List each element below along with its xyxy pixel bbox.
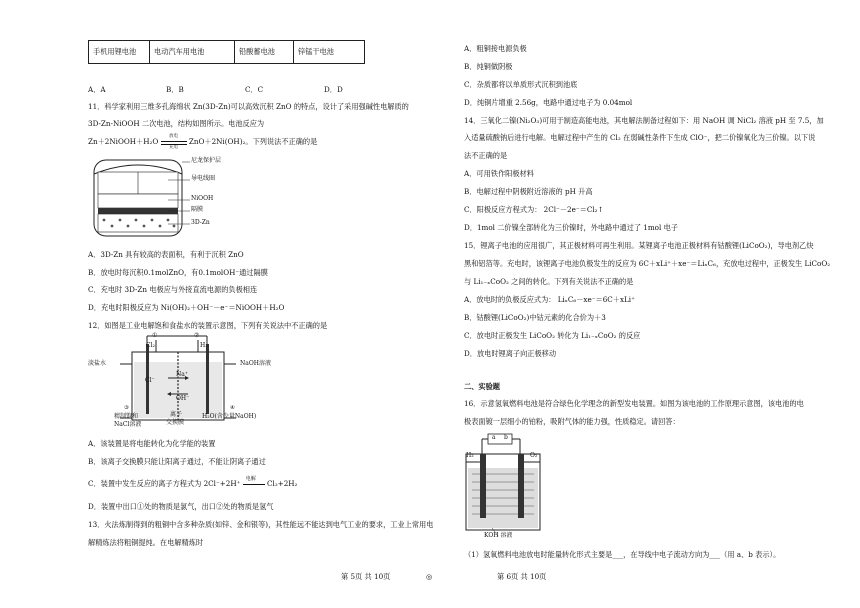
equation-tail: 。下列说法不正确的是	[245, 137, 318, 146]
choice-d: D．D	[324, 85, 343, 94]
q15-option-d: D．放电时锂离子向正极移动	[464, 349, 557, 358]
q13-option-d: D．纯铜片增重 2.56g，电路中通过电子为 0.04mol	[464, 98, 633, 107]
fuel-cell-diagram	[462, 432, 552, 540]
label-o2-gas: O₂	[530, 452, 538, 459]
label-outlet-1: ①	[152, 332, 158, 339]
arrow-top-label: 放电	[169, 133, 179, 139]
q13-stem-1: 13．火法炼制得到的粗铜中含多种杂质(如锌、金和银等)，其性能远不能达到电气工业的要求，工业上常用电	[88, 520, 434, 529]
page-number-left: 第 5页 共 10页	[341, 572, 391, 581]
label-nacl-solution: NaCl溶液	[114, 421, 142, 428]
label-koh: KOH 溶液	[484, 532, 513, 539]
label-water-inlet: H₂O(含少量NaOH)	[202, 413, 257, 420]
q14-line-1: 14．三氧化二镍(Ni₂O₃)可用于制造高能电池，其电解法制备过程如下：用 NaOH 调 NiCl₂ 溶液 pH 至 7.5，加	[464, 116, 824, 125]
q12-option-c	[88, 475, 298, 488]
q13-option-a: A．粗铜接电源负极	[464, 44, 527, 53]
choice-a: A．A	[88, 85, 106, 94]
q12-option-b: B．该离子交换膜只能让阳离子通过，不能让阴离子通过	[88, 457, 266, 466]
q14-option-b: B．电解过程中阴极附近溶液的 pH 升高	[464, 187, 593, 196]
q16-sub-1: （1）氢氧燃料电池放电时能量转化形式主要是___，在导线中电子流动方向为___（用 a、b 表示）。	[464, 550, 781, 559]
q15-line-1: 15．锂离子电池的应用很广，其正极材料可再生利用。某锂离子电池正极材料有钴酸锂(LiCoO₂)，导电剂乙炔	[464, 241, 814, 250]
label-a: a	[492, 434, 496, 441]
table-row	[89, 41, 365, 64]
q13-stem-2: 解精炼法将粗铜提纯。在电解精炼时	[88, 538, 204, 547]
label-na-ion: Na⁺	[176, 371, 188, 378]
q11-stem-1: 11．科学家利用三维多孔海绵状 Zn(3D-Zn)可以高效沉积 ZnO 的特点，设计了采用强碱性电解质的	[88, 102, 409, 111]
choice-c: C．C	[245, 85, 264, 94]
options-table	[88, 40, 365, 64]
label-outlet-4: ④	[230, 405, 235, 411]
q15-line-3: 与 Li₁₋ₓCoO₂ 之间的转化。下列有关说法不正确的是	[464, 277, 634, 286]
q14-option-a: A．可用铁作阳极材料	[464, 169, 534, 178]
q15-line-2: 黑和铝箔等。充电时，该锂离子电池负极发生的反应为 6C＋xLi⁺＋xe⁻＝LiₓC₆，充放电过程中，正极发生 LiCoO₂	[464, 259, 831, 268]
label-exchange-membrane: 交换膜	[166, 419, 185, 426]
q15-option-c: C．放电时正极发生 LiCoO₂ 转化为 Li₁₋ₓCoO₂ 的反应	[464, 331, 641, 340]
label-cl-ion: Cl⁻	[145, 377, 155, 384]
label-h2-gas: H₂	[466, 452, 474, 459]
label-outlet-2: ②	[194, 332, 200, 339]
table-cell: 电动汽车用电池	[150, 41, 235, 64]
label-naoh-solution: NaOH溶液	[240, 360, 271, 367]
q14-line-3: 法不正确的是	[464, 151, 508, 160]
q14-line-2: 入适量硫酸钠后进行电解。电解过程中产生的 Cl₂ 在弱碱性条件下生成 ClO⁻，把二价镍氧化为三价镍。以下说	[464, 133, 816, 142]
q11-equation	[88, 133, 318, 150]
label-3d-zn: 3D-Zn	[191, 219, 210, 226]
arrow-label: 电解	[245, 475, 256, 482]
q16-line-2: 极表面镀一层细小的铂粉，吸附气体的能力强，性质稳定。请回答：	[464, 417, 680, 426]
label-h2: H₂	[200, 342, 208, 349]
q15-option-b: B．钴酸锂(LiCoO₂)中钴元素的化合价为＋3	[464, 313, 606, 322]
label-nylon-layer: 尼龙保护层	[191, 157, 222, 164]
choice-b: B．B	[166, 85, 184, 94]
arrow-bottom-label: 充电	[169, 144, 179, 150]
label-niooh: NiOOH	[191, 195, 214, 202]
q14-option-d: D．1mol 二价镍全部转化为三价镍时，外电路中通过了 1mol 电子	[464, 223, 678, 232]
footer-separator: ◎	[426, 572, 433, 581]
q11-stem-2: 3D-Zn-NiOOH 二次电池，结构如图所示。电池反应为	[88, 119, 265, 128]
c-prefix: C．装置中发生反应的离子方程式为 2Cl⁻+2H⁺	[88, 479, 241, 488]
electrolysis-arrow	[243, 475, 265, 485]
page-number-right: 第 6页 共 10页	[497, 572, 547, 581]
equation-left: Zn＋2NiOOH＋H₂O	[88, 137, 159, 146]
q11-option-a: A．3D-Zn 具有较高的表面积，有利于沉积 ZnO	[88, 250, 244, 259]
label-dilute-brine: 淡盐水	[88, 360, 107, 367]
q13-option-b: B．纯铜做阴极	[464, 62, 513, 71]
q11-option-b: B．放电时每沉积0.1molZnO，有0.1molOH⁻通过隔膜	[88, 268, 268, 277]
label-separator: 隔膜	[191, 206, 204, 213]
label-refined-brine: 精制饱和	[114, 413, 139, 420]
label-conductive-coil: 导电线圈	[191, 175, 216, 182]
label-ion: 离子	[170, 411, 183, 418]
table-cell: 锌锰干电池	[294, 41, 365, 64]
q15-option-a: A．放电时的负极反应式为： LiₓC₆－xe⁻＝6C＋xLi⁺	[464, 295, 635, 304]
q12-stem: 12．如图是工业电解饱和食盐水的装置示意图，下列有关说法中不正确的是	[88, 321, 328, 330]
section-heading: 二、实验题	[464, 382, 500, 391]
q12-option-a: A．该装置是将电能转化为化学能的装置	[88, 439, 216, 448]
c-suffix: Cl₂+2H₂	[267, 479, 298, 488]
label-oh-ion: OH⁻	[176, 395, 190, 402]
table-cell: 手机用锂电池	[89, 41, 150, 64]
q14-option-c: C．阳极反应方程式为： 2Cl⁻－2e⁻＝Cl₂↑	[464, 205, 604, 214]
label-outlet-3: ③	[124, 405, 129, 411]
q11-option-c: C．充电时 3D-Zn 电极应与外接直流电源的负极相连	[88, 285, 258, 294]
q16-line-1: 16．示意氢氧燃料电池是符合绿色化学理念的新型发电装置。如图为该电池的工作原理示意图，该电池的电	[464, 399, 804, 408]
q11-option-d: D．充电时阳极反应为 Ni(OH)₂＋OH⁻－e⁻＝NiOOH＋H₂O	[88, 303, 285, 312]
table-cell: 铅酸蓄电池	[235, 41, 294, 64]
q12-option-d: D．装置中出口①处的物质是氯气，出口②处的物质是氢气	[88, 502, 274, 511]
label-cl2: Cl₂	[146, 342, 155, 349]
q13-option-c: C．杂质都将以单质形式沉积到池底	[464, 80, 578, 89]
label-b: b	[504, 434, 508, 441]
reversible-arrow	[161, 133, 187, 150]
equation-right: ZnO＋2Ni(OH)₂	[188, 137, 246, 146]
